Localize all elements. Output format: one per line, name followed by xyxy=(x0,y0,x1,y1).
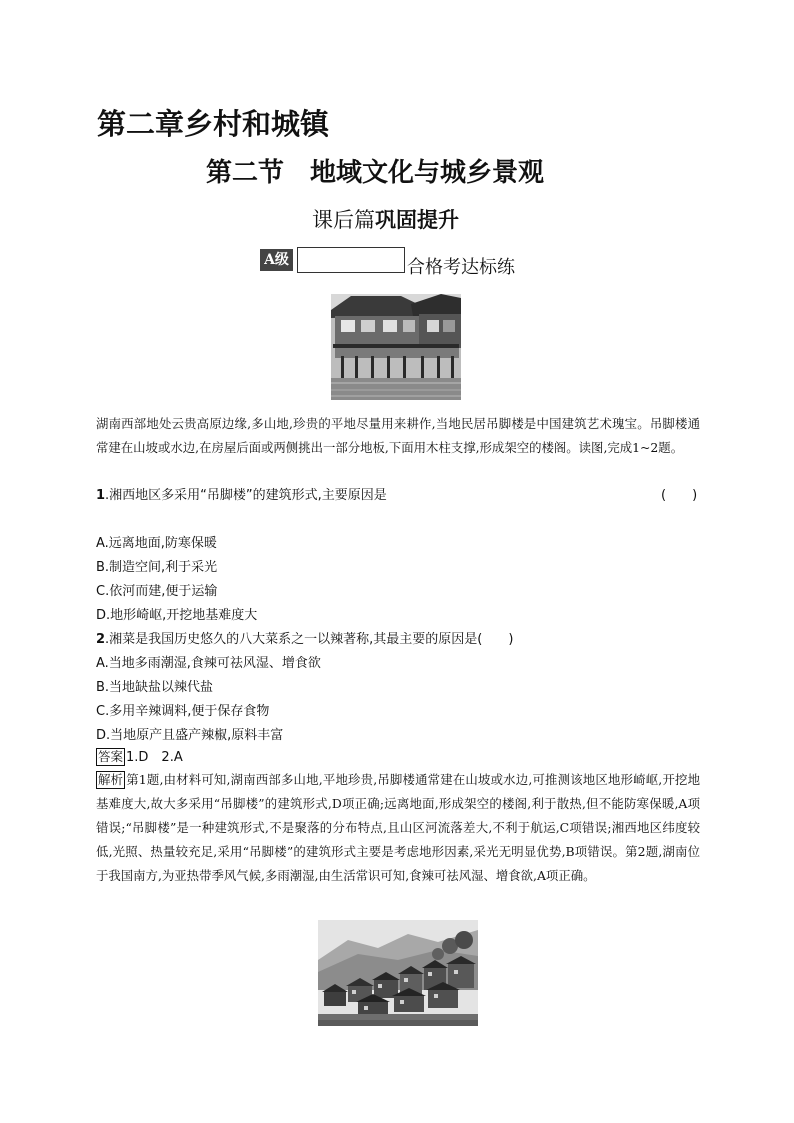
level-box xyxy=(297,247,405,273)
hillside-village-photo xyxy=(318,920,478,1026)
answer-tag: 答案 xyxy=(98,749,124,764)
section-title: 第二节 地域文化与城乡景观 xyxy=(206,158,545,188)
option-b: B.制造空间,利于采光 xyxy=(96,560,218,575)
question-stem: .湘西地区多采用“吊脚楼”的建筑形式,主要原因是 xyxy=(105,488,387,503)
answer-line xyxy=(96,746,183,766)
material-passage: 湖南西部地处云贵高原边缘,多山地,珍贵的平地尽量用来耕作,当地民居吊脚楼是中国建筑艺术瑰宝。吊脚楼通常建在山坡或水边,在房屋后面或两侧挑出一部分地板,下面用木柱支撑,形成架空的楼阁。读图,完成1~2题。 xyxy=(96,416,700,455)
question-1 xyxy=(96,484,387,503)
option-a: A.当地多雨潮湿,食辣可祛风湿、增食欲 xyxy=(96,656,321,671)
level-label: 合格考达标练 xyxy=(407,257,515,278)
question-stem: .湘菜是我国历史悠久的八大菜系之一以辣著称,其最主要的原因是( ) xyxy=(105,632,514,647)
option-b: B.当地缺盐以辣代盐 xyxy=(96,680,214,695)
level-badge: A级 xyxy=(260,249,293,271)
question-number: 1 xyxy=(96,488,106,503)
option-a: A.远离地面,防寒保暖 xyxy=(96,536,217,551)
question-2 xyxy=(96,628,513,647)
question-number: 2 xyxy=(96,632,106,647)
page-subtitle xyxy=(312,204,459,234)
subtitle-bold: 巩固提升 xyxy=(375,208,459,232)
chapter-title: 第二章乡村和城镇 xyxy=(97,107,330,141)
analysis-text: 第1题,由材料可知,湖南西部多山地,平地珍贵,吊脚楼通常建在山坡或水边,可推测该地区地形崎岖,开挖地基难度大,故大多采用“吊脚楼”的建筑形式,D项正确;远离地面,形成架空的楼阁,利于散热,但不能防寒保暖,A项错误;“吊脚楼”是一种建筑形式,不是聚落的分布特点,且山区河流落差大,不利于航运,C项错误;湘西地区纬度较低,光照、热量较充足,采用“吊脚楼”的建筑形式主要是考虑地形因素,采光无明显优势,B项错误。第2题,湖南位于我国南方,为亚热带季风气候,多雨潮湿,由生活常识可知,食辣可祛风湿、增食欲,A项正确。 xyxy=(96,772,700,883)
option-d: D.当地原产且盛产辣椒,原料丰富 xyxy=(96,728,284,743)
option-c: C.依河而建,便于运输 xyxy=(96,584,218,599)
stilt-house-photo xyxy=(331,294,461,400)
subtitle-prefix: 课后篇 xyxy=(312,208,375,232)
answer-paren: ( ) xyxy=(661,488,698,503)
analysis-tag: 解析 xyxy=(98,772,124,787)
analysis-block xyxy=(96,768,700,888)
option-d: D.地形崎岖,开挖地基难度大 xyxy=(96,608,258,623)
answer-text: 1.D 2.A xyxy=(126,750,183,765)
option-c: C.多用辛辣调料,便于保存食物 xyxy=(96,704,270,719)
